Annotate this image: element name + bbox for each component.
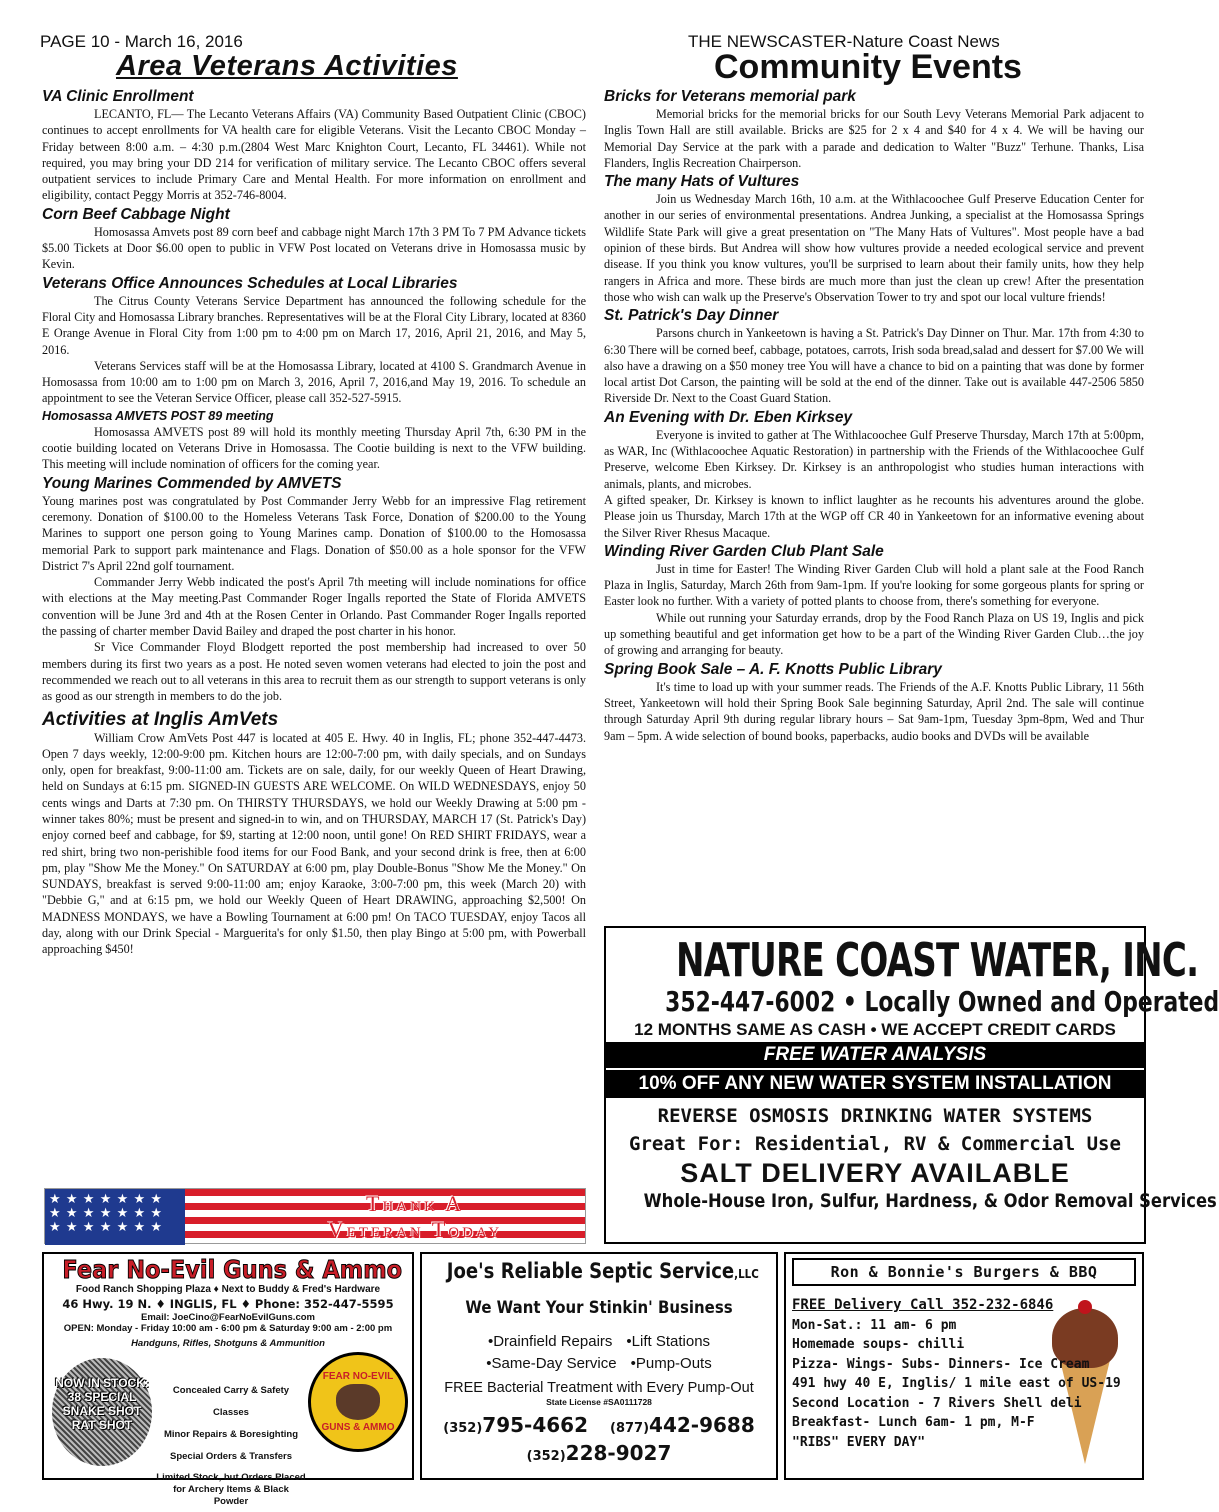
banner-line-2: Veteran Today bbox=[327, 1217, 503, 1242]
article-title: Spring Book Sale – A. F. Knotts Public Library bbox=[604, 660, 942, 678]
burgers-bbq-ad bbox=[784, 1252, 1144, 1480]
phone-number bbox=[443, 1413, 588, 1441]
info-line: 491 hwy 40 E, Inglis/ 1 mile east of US-19 bbox=[792, 1376, 1121, 1391]
banner-line-1: Thank A bbox=[366, 1191, 464, 1216]
ad-whole-house: Whole-House Iron, Sulfur, Hardness, & Odor Removal Services bbox=[643, 1190, 1217, 1212]
publication-name: THE NEWSCASTER-Nature Coast News bbox=[688, 32, 1000, 51]
ad-body bbox=[786, 1286, 1142, 1452]
badge-top-text: FEAR NO-EVIL bbox=[322, 1371, 394, 1382]
service-item: •Pump-Outs bbox=[630, 1355, 712, 1372]
article-inglis-amvets bbox=[42, 709, 586, 958]
article-st-patricks bbox=[604, 307, 1144, 406]
info-line: "RIBS" EVERY DAY" bbox=[792, 1434, 926, 1450]
article-young-marines bbox=[42, 475, 586, 705]
article-garden-club bbox=[604, 543, 1144, 659]
ad-title: NATURE COAST WATER, INC. bbox=[675, 933, 1199, 987]
article-paragraph: Join us Wednesday March 16th, 10 a.m. at the Withlacoochee Gulf Preserve Education Center for another in our series of environmental presentations. Andrea Junking, a specialist at the Homosassa Springs Wildlife State Park will give a great presentation on "The Many Hats of Vultures". Most people have a bad opinion of these birds. But Andrea will show how vultures provide a needed ecological service and prevent disease. If you think you know vultures, you'll be surprised to learn about their family units, how they help rangers in Africa and more. These birds are much more than just the clean up crew! After the presentation those who wish can walk up the Preserve's Observation Tower to try and spot our local vulture friends! bbox=[604, 192, 1144, 304]
article-title: The many Hats of Vultures bbox=[604, 173, 800, 191]
banner-text bbox=[255, 1191, 575, 1243]
badge-bottom-text: GUNS & AMMO bbox=[321, 1422, 395, 1433]
guns-ammo-ad bbox=[42, 1252, 414, 1507]
services-list bbox=[156, 1380, 306, 1508]
ad-title: Fear No-Evil Guns & Ammo bbox=[62, 1255, 403, 1284]
article-bricks bbox=[604, 88, 1144, 171]
article-title: VA Clinic Enrollment bbox=[42, 88, 194, 105]
phone-area-code: (352) bbox=[526, 1449, 566, 1464]
article-paragraph: Homosassa Amvets post 89 corn beef and cabbage night March 17th 3 PM To 7 PM Advance tickets $5.00 Tickets at Door $6.00 open to public in VFW Post located on Veterans drive in Homosassa music by Kevin. bbox=[42, 224, 586, 272]
article-paragraph: William Crow AmVets Post 447 is located at 405 E. Hwy. 40 in Inglis, FL; phone 352-447-4473. Open 7 days weekly, 12:00-9:00 pm. Kitchen hours are 12:00-7:00 pm, with daily specials, and on Sundays only, open for breakfast, 9:00-11:00 am. Tickets are on sale, daily, for our weekly Queen of Heart Drawing, held on Sundays at 6:15 pm. SIGNED-IN GUESTS ARE WELCOME. On WILD WEDNESDAYS, enjoy 50 cents wings and Darts at 7:30 pm. On THIRSTY THURSDAYS, we hold our Weekly Drawing at 5:00 pm - winner takes 80%; must be present and signed-in to win, and on THURSDAY, MARCH 17 (St. Patrick's Day) enjoy corned beef and cabbage, for $9, starting at 12:00 noon, until gone! On RED SHIRT FRIDAYS, wear a red shirt, bring two non-perishible food items for our Food Bank, and your second drink is free, then at 6:00 pm, play "Show Me the Money." On SATURDAY at 6:00 pm, play Double-Bonus "Show Me the Money." On SUNDAYS, breakfast is served 9:00-11:00 am; enjoy Karaoke, 3:00-7:00 pm, this week (March 20) with "Debbie G," and at 6:15 pm, we hold our Weekly Queen of Heart DRAWING, approaching $2,500! On MADNESS MONDAYS, we have a Bowling Tournament at 6:00 pm! On TACO TUESDAY, enjoy Tacos all day, along with our Drink Special - Marguerita's for only $1.50, then play Bingo at 5:00 pm, with Powerball approaching $450! bbox=[42, 730, 586, 957]
ad-reverse-osmosis: REVERSE OSMOSIS DRINKING WATER SYSTEMS bbox=[657, 1105, 1093, 1127]
ad-title-suffix: ,LLC bbox=[734, 1267, 759, 1281]
phone-digits: 795-4662 bbox=[482, 1413, 588, 1437]
ad-great-for: Great For: Residential, RV & Commercial Use bbox=[629, 1133, 1121, 1155]
article-title: Activities at Inglis AmVets bbox=[42, 708, 279, 730]
article-title: Young Marines Commended by AMVETS bbox=[42, 474, 342, 492]
info-line: Mon-Sat.: 11 am- 6 pm bbox=[792, 1317, 957, 1333]
phone-number bbox=[422, 1441, 776, 1469]
left-column bbox=[42, 86, 586, 959]
article-va-clinic bbox=[42, 88, 586, 204]
ad-title: Ron & Bonnie's Burgers & BBQ bbox=[792, 1258, 1136, 1286]
page-number-date: PAGE 10 - March 16, 2016 bbox=[40, 32, 243, 51]
ad-phone: 352-447-6002 • Locally Owned and Operated bbox=[665, 985, 1219, 1018]
limited-stock-note: Limited Stock, but Orders Placed for Archery Items & Black Powder bbox=[156, 1472, 306, 1507]
ad-subtitle: Food Ranch Shopping Plaza ♦ Next to Buddy & Fred's Hardware bbox=[75, 1284, 381, 1295]
article-paragraph: Memorial bricks for the memorial bricks for our South Levy Veterans Memorial Park adjacent to Inglis Town Hall are still available. Bricks are $25 for 2 x 4 and $40 for 4 x 4. We will be having our Memorial Day Service at the park with a parade and dedication to Walter "Buzz" Terhune. Thanks, Lisa Flanders, Inglis Recreation Chairperson. bbox=[604, 107, 1144, 170]
nature-coast-water-ad bbox=[604, 926, 1219, 1244]
ad-title-text: Joe's Reliable Septic Service bbox=[446, 1259, 735, 1283]
article-paragraph: The Citrus County Veterans Service Department has announced the following schedule for the Floral City and Homosassa Library branches. Representatives will be at the Floral City Library, located at 8360 E Orange Avenue in Floral City from 1:00 pm to 4:00 pm on March 17, 2016, April 21, 2016, and May 5, 2016. bbox=[42, 293, 586, 357]
phone-area-code: (352) bbox=[443, 1421, 483, 1436]
article-book-sale bbox=[604, 661, 1144, 744]
article-paragraph: Young marines post was congratulated by Post Commander Jerry Webb for an impressive Flag retirement ceremony. Donation of $100.00 to the Homeless Veterans Task Force, Donation of $200.00 to the Young Marines to support one person going to Young Marines camp. Donation of $100.00 to the Homosassa memorial Park to support park maintenance and Flags. Donation of $50.00 as a hole sponsor for the VFW District 7's April 22nd golf tournament. bbox=[42, 493, 586, 573]
phone-digits: 228-9027 bbox=[565, 1441, 672, 1465]
section-title-community: Community Events bbox=[714, 48, 1022, 86]
ad-free-treatment: FREE Bacterial Treatment with Every Pump-Out bbox=[444, 1380, 754, 1396]
article-paragraph: It's time to load up with your summer reads. The Friends of the A.F. Knotts Public Library, 11 56th Street, Yankeetown will hold their Spring Book Sale beginning Saturday, April 2nd. The sale will continue through Saturday April 9th during regular library hours – Sat 9am-1pm, Tuesday 3pm-8pm, Wed and Thur 9am – 5pm. A wide selection of bound books, paperbacks, audio books and DVDs will be available bbox=[604, 679, 1144, 743]
delivery-line: FREE Delivery Call 352-232-6846 bbox=[792, 1297, 1054, 1313]
ad-email: Email: JoeCino@FearNoEvilGuns.com bbox=[141, 1312, 315, 1323]
ad-handguns: Handguns, Rifles, Shotguns & Ammunition bbox=[131, 1338, 325, 1349]
phones-row bbox=[422, 1413, 776, 1441]
article-vultures bbox=[604, 173, 1144, 305]
phone-area-code: (877) bbox=[610, 1421, 650, 1436]
service-item: •Same-Day Service bbox=[486, 1355, 617, 1372]
article-amvets-meeting bbox=[42, 409, 586, 473]
flag-stars: ★ ★ ★ ★ ★ ★ ★ ★ ★ ★ ★ ★ ★ ★ ★ ★ ★ ★ ★ ★ ★ bbox=[45, 1189, 185, 1245]
article-paragraph: Homosassa AMVETS post 89 will hold its monthly meeting Thursday April 7th, 6:30 PM in the cootie building located on Veterans Drive in Homosassa. The Cootie building is next to the VFW building. This meeting will include nomination of officers for the coming year. bbox=[42, 424, 586, 472]
article-paragraph: Parsons church in Yankeetown is having a St. Patrick's Day Dinner on Thur. Mar. 17th from 4:30 to 6:30 There will be corned beef, cabbage, potatoes, carrots, Irish soda bread,salad and dessert for $7.00 We will also have a drawing on a $50 money tree You will have a chance to bid on a painting that was done by former local artist Dot Carson, the painting will be sold at the end of the dinner. Take out is available 447-2506 5850 Riverside Dr. Next to the Coast Guard Station. bbox=[604, 326, 1144, 406]
article-title: Winding River Garden Club Plant Sale bbox=[604, 542, 884, 560]
services-row bbox=[422, 1331, 776, 1353]
article-title: Homosassa AMVETS POST 89 meeting bbox=[42, 408, 274, 423]
service-item: Special Orders & Transfers bbox=[170, 1451, 292, 1462]
ad-license: State License #SA0111728 bbox=[546, 1397, 652, 1407]
article-kirksey bbox=[604, 409, 1144, 541]
ad-slogan: We Want Your Stinkin' Business bbox=[465, 1298, 733, 1318]
ad-free-analysis: FREE WATER ANALYSIS bbox=[606, 1042, 1144, 1068]
thank-a-veteran-banner bbox=[44, 1188, 586, 1244]
ad-address-phone: 46 Hwy. 19 N. ♦ INGLIS, FL ♦ Phone: 352-447-5595 bbox=[62, 1297, 394, 1311]
boar-logo bbox=[308, 1352, 408, 1452]
right-column bbox=[604, 86, 1144, 745]
article-title: An Evening with Dr. Eben Kirksey bbox=[604, 408, 853, 426]
article-paragraph: Everyone is invited to gather at The Withlacoochee Gulf Preserve Thursday, March 17th at 5:00pm, as WAR, Inc (Withlacoochee Aquatic Restoration) in partnership with the Friends of the Withlacoochee Gulf Preserve, welcome Eben Kirksey. Dr. Kirksey is an anthropologist who studies human interactions with animals, plants, and microbes. bbox=[604, 427, 1144, 491]
article-title: Corn Beef Cabbage Night bbox=[42, 205, 230, 223]
article-paragraph: Just in time for Easter! The Winding River Garden Club will hold a plant sale at the Food Ranch Plaza in Inglis, Saturday, March 26th from 9am-1pm. If you're looking for some gorgeous plants for spring or Easter look no further. With a variety of potted plants to choose from, there's something for everyone. bbox=[604, 561, 1144, 609]
article-paragraph: LECANTO, FL— The Lecanto Veterans Affairs (VA) Community Based Outpatient Clinic (CBOC) continues to accept enrollments for VA health care for eligible Veterans. Visit the Lecanto CBOC Monday – Friday between 8:00 a.m. – 4:30 p.m.(2804 West Marc Knighton Court, Lecanto, FL 34461). While not required, you may bring your DD 214 for verification of military service. The Lecanto CBOC offers several outpatient services to include Primary Care and Mental Health. For more information on enrollment and eligibility, contact Peggy Morris at 352-746-8004. bbox=[42, 107, 586, 203]
article-corn-beef bbox=[42, 206, 586, 273]
info-line: Breakfast- Lunch 6am- 1 pm, M-F bbox=[792, 1415, 1035, 1430]
article-paragraph: Commander Jerry Webb indicated the post's April 7th meeting will include nominations for office with elections at the May meeting.Past Commander Roger Ingalls reported the State of Florida AMVETS convention will be June 3rd and 4th at the Rosen Center in Orlando. Past Commander Roger Ingalls reported the passing of charter member David Bailey and draped the post charter in his honor. bbox=[42, 575, 586, 639]
info-line: Second Location - 7 Rivers Shell deli bbox=[792, 1395, 1082, 1411]
article-title: Bricks for Veterans memorial park bbox=[604, 88, 856, 105]
boar-icon bbox=[336, 1384, 380, 1420]
ad-salt: SALT DELIVERY AVAILABLE bbox=[680, 1158, 1070, 1188]
article-paragraph: Sr Vice Commander Floyd Blodgett reported the post membership had increased to over 50 members during its first two years as a post. He noted seven women veterans had elected to join the post and recommended we reach out to all veterans in this area to recruit them as our strength to support veterans is only as good as our strength in members to do the job. bbox=[42, 640, 586, 704]
ad-hours: OPEN: Monday - Friday 10:00 am - 6:00 pm & Saturday 9:00 am - 2:00 pm bbox=[63, 1323, 393, 1334]
article-paragraph: While out running your Saturday errands, drop by the Food Ranch Plaza on US 19, Inglis and pick up something beautiful and get information get how to be a part of the Winding River Garden Club…the joy of growing and arranging for beauty. bbox=[604, 610, 1144, 658]
article-veterans-office bbox=[42, 275, 586, 407]
services-row bbox=[422, 1353, 776, 1375]
article-paragraph: Veterans Services staff will be at the Homosassa Library, located at 4100 S. Grandmarch Avenue in Homosassa from 10:00 am to 1:00 pm on March 3, 2016, April 7, 2016,and May 19, 2016. To schedule an appointment to see the Veteran Service Officer, please call 352-527-5915. bbox=[42, 358, 586, 406]
info-line: Homemade soups- chilli bbox=[792, 1337, 965, 1352]
ad-discount: 10% OFF ANY NEW WATER SYSTEM INSTALLATION bbox=[606, 1068, 1144, 1098]
ad-line: 12 MONTHS SAME AS CASH • WE ACCEPT CREDIT CARDS bbox=[634, 1020, 1116, 1039]
service-item: Concealed Carry & Safety Classes bbox=[172, 1385, 290, 1418]
article-paragraph: A gifted speaker, Dr. Kirksey is known to inflict laughter as he recounts his adventures around the globe. Please join us Thursday, March 17th at the WGP off CR 40 in Yankeetown for an informative evening about the Silver River Rhesus Macaque. bbox=[604, 492, 1144, 540]
service-item: •Drainfield Repairs bbox=[487, 1333, 613, 1350]
stock-badge: NOW IN STOCK: 38 SPECIAL SNAKE SHOT RAT SHOT bbox=[52, 1358, 152, 1466]
service-item: •Lift Stations bbox=[626, 1333, 711, 1350]
article-title: St. Patrick's Day Dinner bbox=[604, 307, 779, 325]
phone-number bbox=[610, 1413, 755, 1441]
ad-title bbox=[446, 1256, 759, 1289]
section-title-veterans: Area Veterans Activities bbox=[116, 50, 458, 82]
phone-digits: 442-9688 bbox=[649, 1413, 755, 1437]
article-title: Veterans Office Announces Schedules at Local Libraries bbox=[42, 274, 458, 292]
service-item: Minor Repairs & Boresighting bbox=[163, 1429, 299, 1440]
info-line: Pizza- Wings- Subs- Dinners- Ice Cream bbox=[792, 1356, 1090, 1372]
septic-service-ad bbox=[420, 1252, 778, 1480]
